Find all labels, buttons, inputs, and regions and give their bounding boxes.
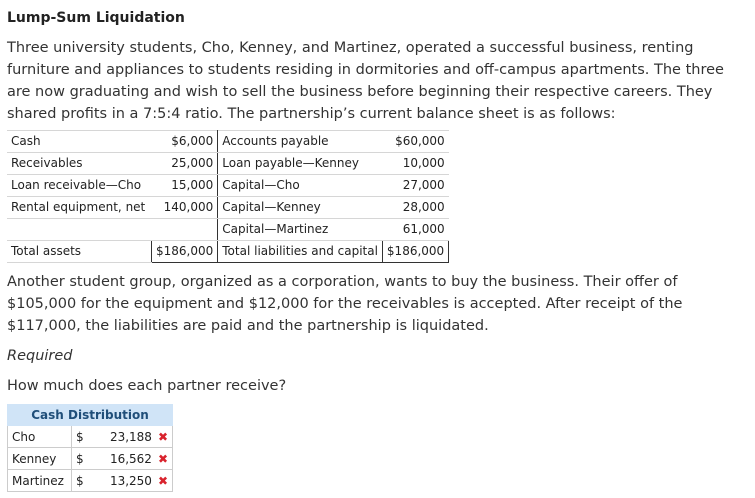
total-assets-amount: $186,000 [152,241,218,263]
table-row [8,448,173,470]
table-row [7,197,449,219]
page-title: Lump-Sum Liquidation [7,10,185,26]
question-text: How much does each partner receive? [7,378,287,394]
problem-page [7,0,749,492]
asset-amount: 15,000 [152,175,218,197]
partner-name: Kenney [8,448,72,470]
liability-amount: 61,000 [382,219,448,241]
currency-symbol: $ [72,426,87,448]
table-row [7,153,449,175]
liability-amount: 27,000 [382,175,448,197]
answer-input[interactable]: 13,250 [109,473,152,488]
total-liabilities-label: Total liabilities and capital [218,241,383,263]
answer-cell[interactable] [86,470,173,492]
liability-label: Capital—Cho [218,175,383,197]
partner-name: Cho [8,426,72,448]
asset-label: Cash [7,131,152,153]
liability-amount: $60,000 [382,131,448,153]
liability-label: Capital—Martinez [218,219,383,241]
liability-amount: 10,000 [382,153,448,175]
answer-cell[interactable] [86,448,173,470]
incorrect-x-icon: ✖ [157,451,168,466]
answer-cell[interactable] [86,426,173,448]
asset-amount: $6,000 [152,131,218,153]
table-row [7,175,449,197]
total-liabilities-amount: $186,000 [382,241,448,263]
liability-amount: 28,000 [382,197,448,219]
asset-label: Receivables [7,153,152,175]
table-row [7,131,449,153]
liability-label: Loan payable—Kenney [218,153,383,175]
incorrect-x-icon: ✖ [157,429,168,444]
currency-symbol: $ [72,448,87,470]
required-label: Required [7,348,73,364]
total-row [7,241,449,263]
intro-paragraph: Three university students, Cho, Kenney, and Martinez, operated a successful business, renting furniture and appliances to students residing in dormitories and off-campus apartments. The three are now graduating and wish to sell the business before beginning their respective careers. They shared profits in a 7:5:4 ratio. The partnership’s current balance sheet is as follows: [7,40,724,122]
asset-amount [152,219,218,241]
balance-sheet-table [7,130,449,263]
liability-label: Accounts payable [218,131,383,153]
asset-label [7,219,152,241]
asset-amount: 25,000 [152,153,218,175]
cash-distribution-header: Cash Distribution [8,405,173,426]
table-row [8,470,173,492]
asset-label: Loan receivable—Cho [7,175,152,197]
liability-label: Capital—Kenney [218,197,383,219]
table-row [8,426,173,448]
table-header-row [8,405,173,426]
answer-input[interactable]: 16,562 [109,451,152,466]
table-row [7,219,449,241]
cash-distribution-table [7,404,173,492]
incorrect-x-icon: ✖ [157,473,168,488]
answer-input[interactable]: 23,188 [109,429,152,444]
offer-paragraph: Another student group, organized as a corporation, wants to buy the business. Their offer of $105,000 for the equipment and $12,000 for the receivables is accepted. After receipt of the $117,000, the liabilities are paid and the partnership is liquidated. [7,274,683,334]
partner-name: Martinez [8,470,72,492]
asset-amount: 140,000 [152,197,218,219]
total-assets-label: Total assets [7,241,152,263]
currency-symbol: $ [72,470,87,492]
asset-label: Rental equipment, net [7,197,152,219]
